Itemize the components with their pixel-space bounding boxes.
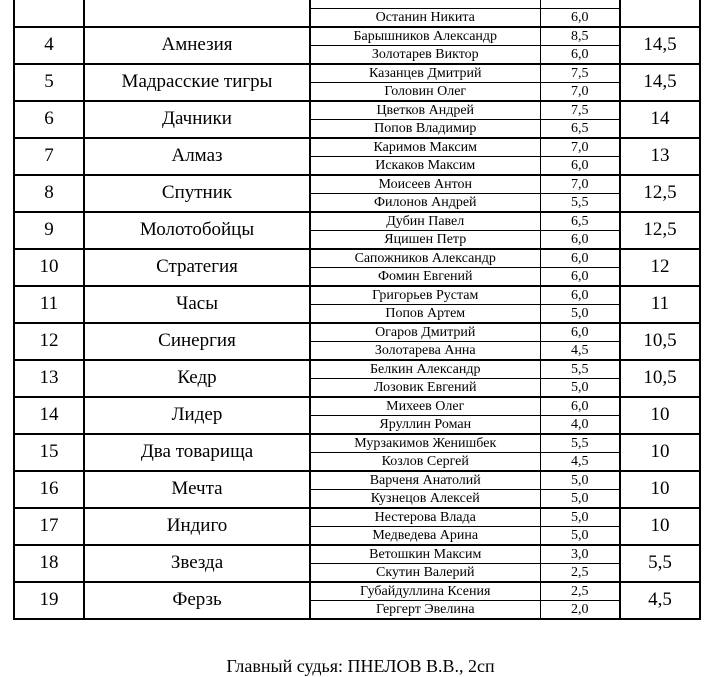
team-row: [14, 508, 700, 527]
player-name: Останин Никита: [310, 8, 540, 27]
player-score: 5,5: [540, 193, 620, 212]
place-number: 11: [14, 286, 84, 323]
team-total: 10,5: [620, 360, 700, 397]
player-score: 6,0: [540, 267, 620, 286]
player-score: 6,0: [540, 45, 620, 64]
player-score: 5,0: [540, 471, 620, 490]
player-score: 5,0: [540, 489, 620, 508]
player-name: Головин Олег: [310, 82, 540, 101]
player-score: 6,0: [540, 249, 620, 268]
place-number: 8: [14, 175, 84, 212]
team-row: [14, 64, 700, 83]
player-score: 4,5: [540, 452, 620, 471]
team-row: [14, 286, 700, 305]
team-total: 10: [620, 471, 700, 508]
player-score: 7,0: [540, 82, 620, 101]
player-name: Губайдуллина Ксения: [310, 582, 540, 601]
team-row: [14, 471, 700, 490]
team-name: Молотобойцы: [84, 212, 310, 249]
player-name: Искаков Максим: [310, 156, 540, 175]
place-number: 5: [14, 64, 84, 101]
team-total: 14,5: [620, 27, 700, 64]
team-row: [14, 360, 700, 379]
place-number: 6: [14, 101, 84, 138]
team-row: [14, 249, 700, 268]
player-name: Золотарева Анна: [310, 341, 540, 360]
player-name: Григорьев Рустам: [310, 286, 540, 305]
player-name: Михеев Олег: [310, 397, 540, 416]
team-name: [84, 0, 310, 27]
player-score: 8,5: [540, 27, 620, 46]
place-number: 7: [14, 138, 84, 175]
place-number: 16: [14, 471, 84, 508]
player-name: Яруллин Роман: [310, 415, 540, 434]
team-row: [14, 101, 700, 120]
team-name: Алмаз: [84, 138, 310, 175]
team-row: [14, 138, 700, 157]
team-row: [14, 545, 700, 564]
team-row: [14, 397, 700, 416]
standings-body: [14, 0, 700, 619]
place-number: 12: [14, 323, 84, 360]
player-name: Фомин Евгений: [310, 267, 540, 286]
team-name: Два товарища: [84, 434, 310, 471]
team-total: 5,5: [620, 545, 700, 582]
team-name: Дачники: [84, 101, 310, 138]
player-score: 2,5: [540, 582, 620, 601]
player-score: 4,0: [540, 415, 620, 434]
team-name: Спутник: [84, 175, 310, 212]
team-name: Мечта: [84, 471, 310, 508]
player-score: 7,0: [540, 175, 620, 194]
player-score: 5,5: [540, 360, 620, 379]
player-name: Дубин Павел: [310, 212, 540, 231]
player-score: 5,5: [540, 434, 620, 453]
player-name: Козлов Сергей: [310, 452, 540, 471]
player-score: 5,0: [540, 378, 620, 397]
player-score: 5,0: [540, 526, 620, 545]
player-score: 6,0: [540, 397, 620, 416]
team-row: [14, 27, 700, 46]
player-name: [310, 0, 540, 8]
player-name: Моисеев Антон: [310, 175, 540, 194]
team-total: 4,5: [620, 582, 700, 619]
player-name: Огаров Дмитрий: [310, 323, 540, 342]
player-score: 4,5: [540, 341, 620, 360]
player-score: 2,0: [540, 600, 620, 619]
player-name: Ветошкин Максим: [310, 545, 540, 564]
player-score: 6,0: [540, 286, 620, 305]
place-number: 13: [14, 360, 84, 397]
player-score: 7,5: [540, 64, 620, 83]
place-number: 4: [14, 27, 84, 64]
player-name: Скутин Валерий: [310, 563, 540, 582]
team-total: [620, 0, 700, 27]
player-name: Филонов Андрей: [310, 193, 540, 212]
team-total: 13: [620, 138, 700, 175]
player-score: 6,5: [540, 119, 620, 138]
player-name: Варченя Анатолий: [310, 471, 540, 490]
player-score: 2,5: [540, 563, 620, 582]
player-score: 5,0: [540, 304, 620, 323]
standings-table: [13, 0, 701, 620]
player-name: Лозовик Евгений: [310, 378, 540, 397]
place-number: [14, 0, 84, 27]
player-name: Каримов Максим: [310, 138, 540, 157]
player-score: 7,5: [540, 101, 620, 120]
team-row: [14, 175, 700, 194]
player-name: Казанцев Дмитрий: [310, 64, 540, 83]
team-total: 10: [620, 434, 700, 471]
team-total: 10: [620, 397, 700, 434]
player-name: Барышников Александр: [310, 27, 540, 46]
player-name: Гергерт Эвелина: [310, 600, 540, 619]
player-score: [540, 0, 620, 8]
place-number: 9: [14, 212, 84, 249]
place-number: 18: [14, 545, 84, 582]
player-name: Сапожников Александр: [310, 249, 540, 268]
chief-judge-footer: Главный судья: ПНЕЛОВ В.В., 2сп: [226, 656, 495, 676]
team-name: Синергия: [84, 323, 310, 360]
player-name: Попов Артем: [310, 304, 540, 323]
team-total: 12,5: [620, 212, 700, 249]
team-name: Часы: [84, 286, 310, 323]
standings-sheet: [13, 0, 699, 620]
player-score: 7,0: [540, 138, 620, 157]
player-score: 6,0: [540, 156, 620, 175]
team-total: 11: [620, 286, 700, 323]
team-total: 14: [620, 101, 700, 138]
player-name: Мурзакимов Женишбек: [310, 434, 540, 453]
team-total: 10: [620, 508, 700, 545]
player-name: Белкин Александр: [310, 360, 540, 379]
player-score: 6,5: [540, 212, 620, 231]
player-score: 6,0: [540, 230, 620, 249]
player-score: 6,0: [540, 8, 620, 27]
player-name: Нестерова Влада: [310, 508, 540, 527]
player-name: Цветков Андрей: [310, 101, 540, 120]
team-total: 10,5: [620, 323, 700, 360]
player-name: Яцишен Петр: [310, 230, 540, 249]
team-row: [14, 434, 700, 453]
team-name: Лидер: [84, 397, 310, 434]
team-total: 12: [620, 249, 700, 286]
team-name: Мадрасские тигры: [84, 64, 310, 101]
player-score: 3,0: [540, 545, 620, 564]
team-row: [14, 582, 700, 601]
place-number: 17: [14, 508, 84, 545]
team-total: 14,5: [620, 64, 700, 101]
team-name: Стратегия: [84, 249, 310, 286]
player-name: Кузнецов Алексей: [310, 489, 540, 508]
place-number: 19: [14, 582, 84, 619]
player-name: Медведева Арина: [310, 526, 540, 545]
player-score: 6,0: [540, 323, 620, 342]
team-name: Ферзь: [84, 582, 310, 619]
place-number: 10: [14, 249, 84, 286]
team-row: [14, 323, 700, 342]
team-row: [14, 0, 700, 8]
team-name: Звезда: [84, 545, 310, 582]
team-total: 12,5: [620, 175, 700, 212]
place-number: 15: [14, 434, 84, 471]
place-number: 14: [14, 397, 84, 434]
player-name: Золотарев Виктор: [310, 45, 540, 64]
team-row: [14, 212, 700, 231]
player-score: 5,0: [540, 508, 620, 527]
team-name: Амнезия: [84, 27, 310, 64]
team-name: Индиго: [84, 508, 310, 545]
player-name: Попов Владимир: [310, 119, 540, 138]
team-name: Кедр: [84, 360, 310, 397]
